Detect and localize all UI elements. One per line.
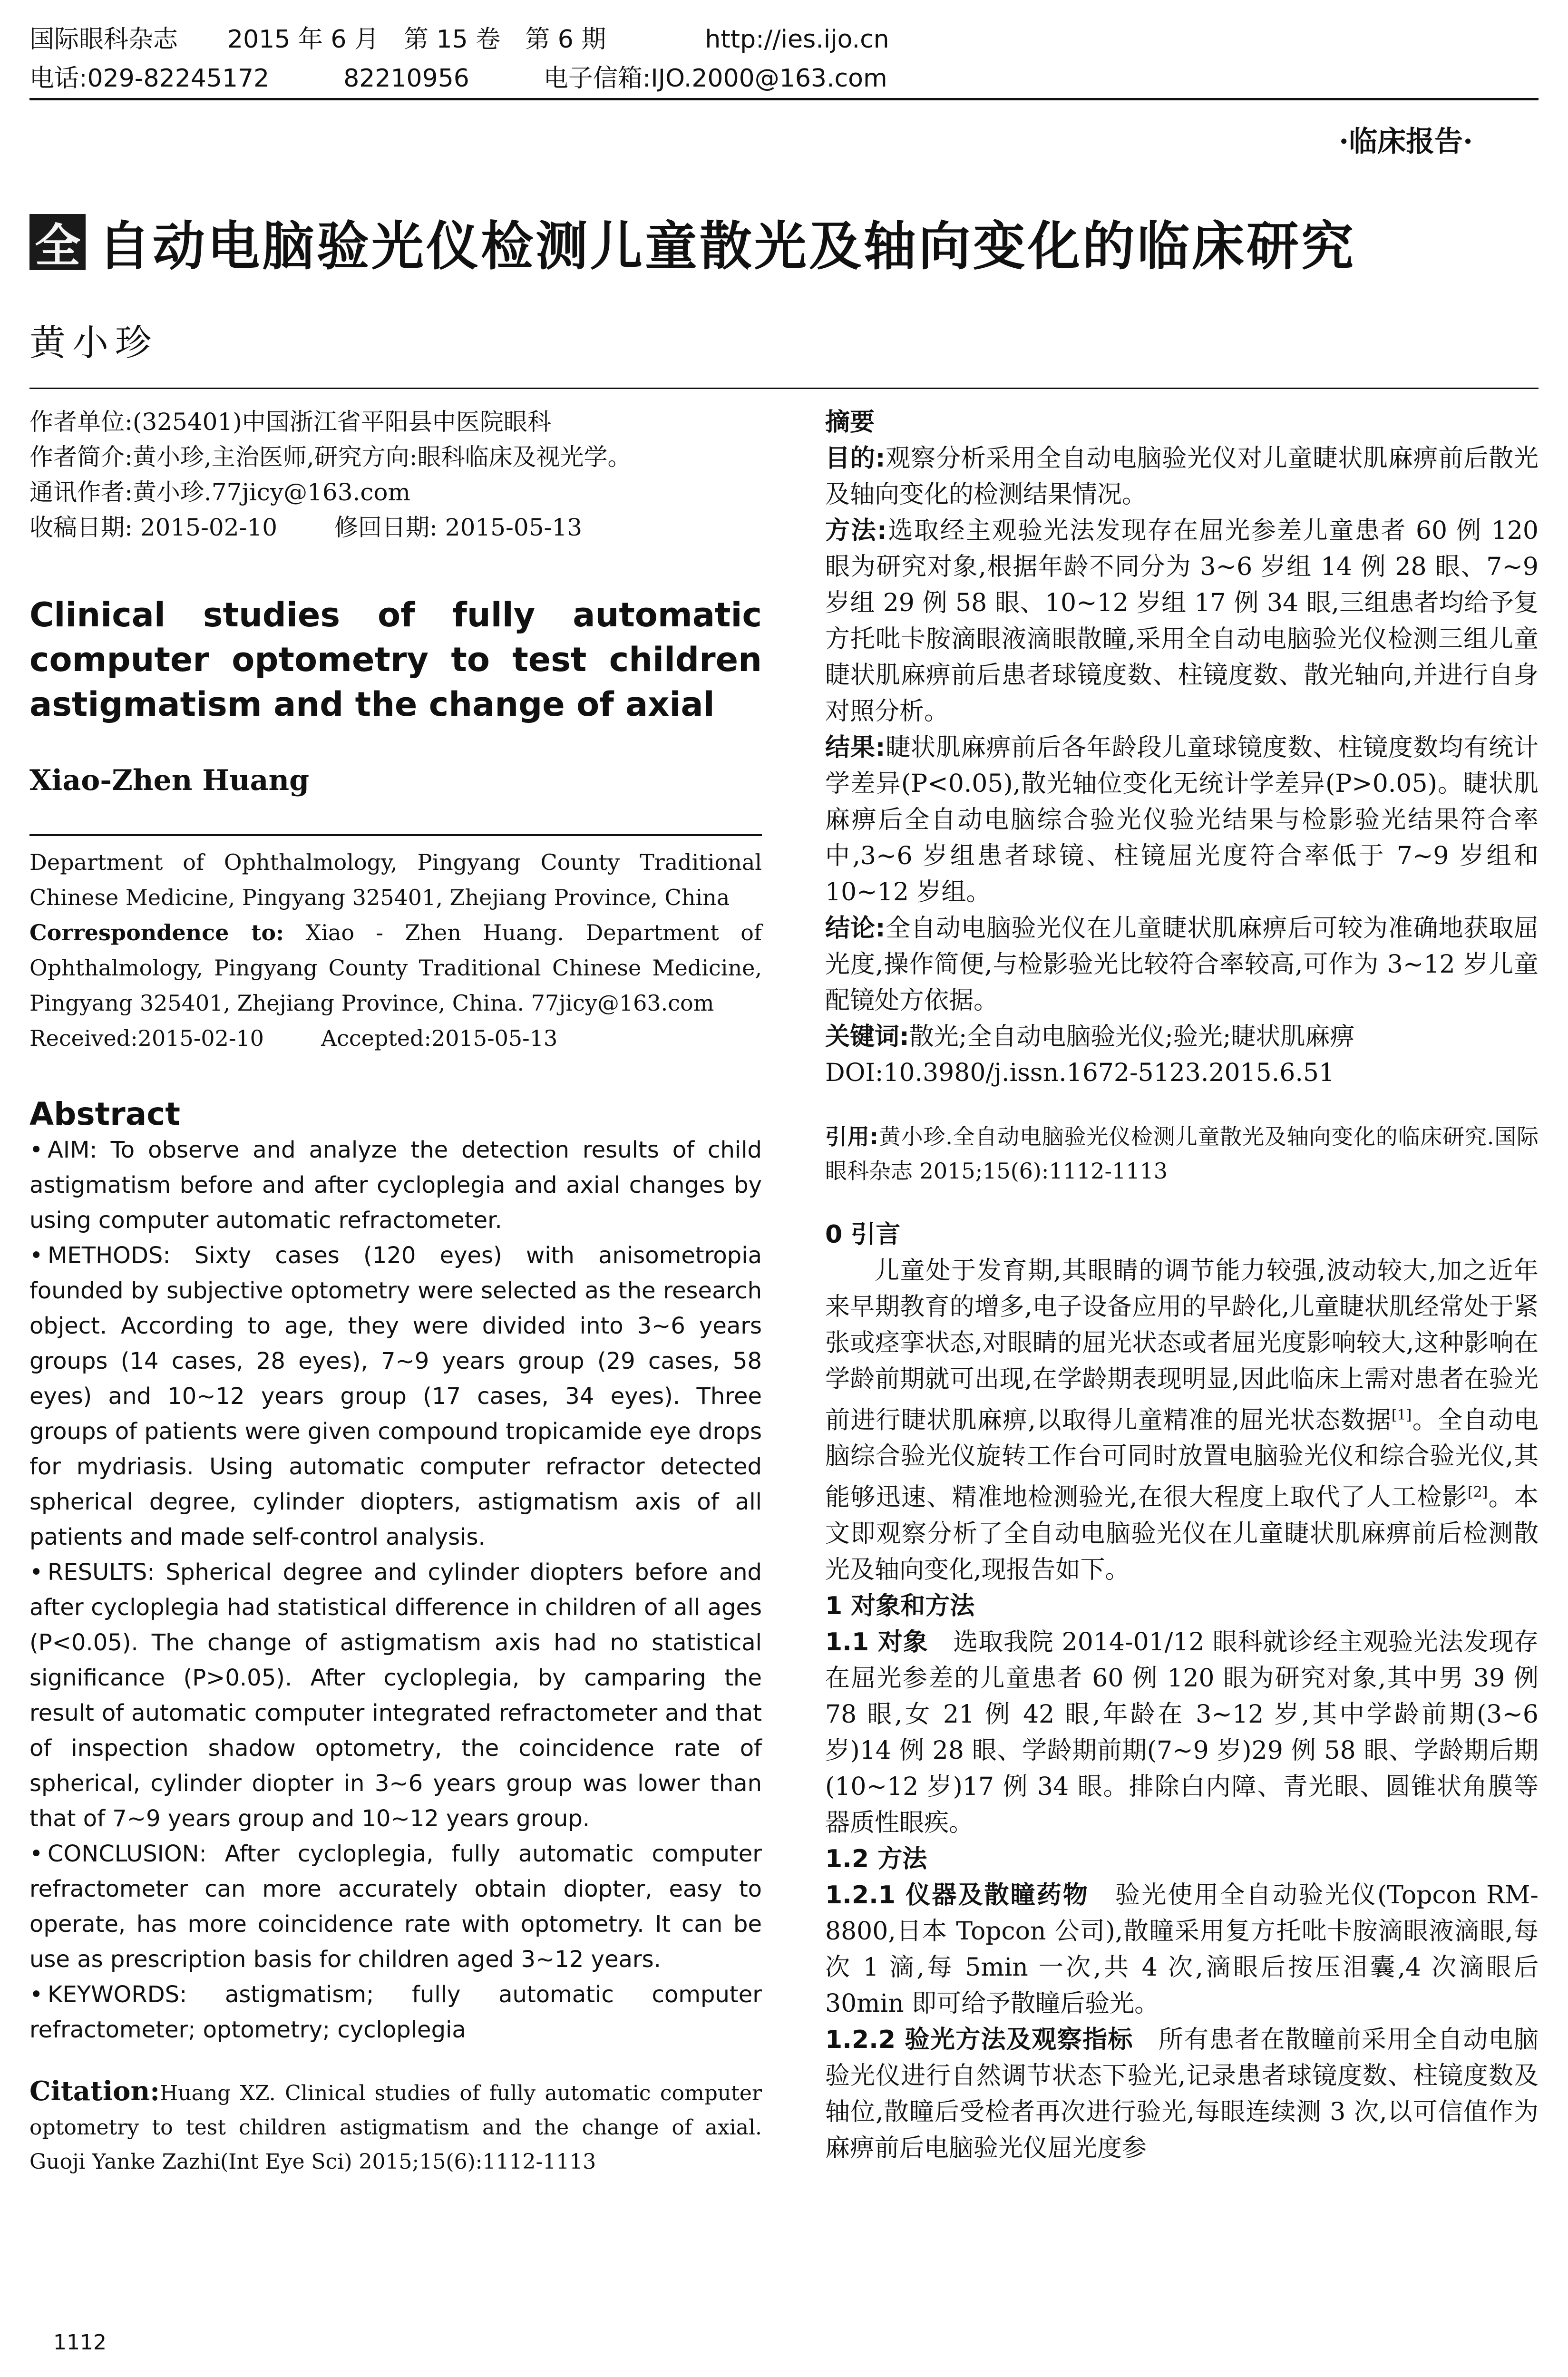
journal-header-line-2: 电话:029-82245172 82210956 电子信箱:IJO.2000@163.com (29, 64, 887, 93)
header-rule (29, 98, 1539, 100)
zh-aim-text: 观察分析采用全自动电脑验光仪对儿童睫状肌麻痹前后散光及轴向变化的检测结果情况。 (825, 444, 1539, 509)
intro-paragraph (825, 1253, 1539, 1588)
abstract-aim-text: AIM: To observe and analyze the detection results of child astigmatism before and after cycloplegia and axial changes by using computer automatic refractometer. (29, 1137, 762, 1234)
section-tag: ·临床报告· (1339, 125, 1473, 158)
correspondence-text: Xiao - Zhen Huang. Department of Ophthalmology, Pingyang County Traditional Chinese Medicine, Pingyang 325401, Zhejiang Province, China. 77jicy@163.com (29, 920, 762, 1016)
correspondence-cn: 通讯作者:黄小珍.77jicy@163.com (29, 478, 410, 506)
zh-abstract-heading: 摘要 (825, 408, 875, 437)
page-number: 1112 (53, 2330, 107, 2355)
author-affiliation: 作者单位:(325401)中国浙江省平阳县中医院眼科 (29, 408, 551, 436)
zh-citation-text: 黄小珍.全自动电脑验光仪检测儿童散光及轴向变化的临床研究.国际眼科杂志 2015;15(6):1112-1113 (825, 1124, 1539, 1184)
zh-methods-label: 方法: (825, 516, 887, 545)
section-1-2-heading: 1.2 方法 (825, 1844, 927, 1873)
section-1-2-2 (825, 2022, 1539, 2166)
section-1-2-1-label: 1.2.1 仪器及散瞳药物 (825, 1880, 1089, 1909)
title-rule (29, 388, 1539, 389)
zh-results-text: 睫状肌麻痹前后各年龄段儿童球镜度数、柱镜度数均有统计学差异(P<0.05),散光轴位变化无统计学差异(P>0.05)。睫状肌麻痹后全自动电脑综合验光仪验光结果与检影验光结果符合率中,3~6 岁组患者球镜、柱镜屈光度符合率低于 7~9 岁组和 10~12 岁组。 (825, 733, 1539, 906)
english-rule (29, 834, 762, 836)
abstract-keywords: • KEYWORDS: astigmatism; fully automatic computer refractometer; optometry; cycloplegia (29, 1981, 762, 2043)
zh-citation-label: 引用: (825, 1124, 878, 1150)
citation-text: Huang XZ. Clinical studies of fully automatic computer optometry to test children astigmatism and the change of axial. Guoji Yanke Zazhi(Int Eye Sci) 2015;15(6):1112-1113 (29, 2081, 762, 2174)
correspondence-label: Correspondence to: (29, 920, 284, 945)
journal-header-line-1: 国际眼科杂志 2015 年 6 月 第 15 卷 第 6 期 http://ies.ijo.cn (29, 25, 889, 54)
methods-heading: 1 对象和方法 (825, 1591, 975, 1620)
abstract-conclusion: • CONCLUSION: After cycloplegia, fully automatic computer refractometer can more accurately obtain diopter, easy to operate, has more coincidence rate with optometry. It can be use as prescription basis for children aged 3~12 years. (29, 1841, 762, 1973)
zh-conclusion-label: 结论: (825, 914, 886, 943)
zh-keywords (825, 1019, 1539, 1055)
section-1-1 (825, 1624, 1539, 1841)
dates-cn (29, 510, 762, 545)
author-name-cn: 黄小珍 (29, 321, 158, 364)
intro-ref-1: [1] (1391, 1407, 1412, 1423)
revised-date-cn: 修回日期: 2015-05-13 (334, 514, 583, 541)
right-column (825, 404, 1539, 2166)
doi: DOI:10.3980/j.issn.1672-5123.2015.6.51 (825, 1059, 1335, 1087)
english-affiliation (29, 845, 762, 1056)
title-text: 自动电脑验光仪检测儿童散光及轴向变化的临床研究 (98, 215, 1356, 277)
section-1-2-2-label: 1.2.2 验光方法及观察指标 (825, 2025, 1133, 2054)
section-1-2-2-text: 所有患者在散瞳前采用全自动电脑验光仪进行自然调节状态下验光,记录患者球镜度数、柱镜度数及轴位,散瞳后受检者再次进行验光,每眼连续测 3 次,以可信值作为麻痹前后电脑验光仪屈光度参 (825, 2025, 1539, 2163)
section-1-2-1 (825, 1877, 1539, 2022)
intro-ref-2: [2] (1467, 1484, 1488, 1501)
zh-conclusion (825, 910, 1539, 1019)
intro-text-3: 。本文即观察分析了全自动电脑验光仪在儿童睫状肌麻痹前后检测散光及轴向变化,现报告如下。 (825, 1483, 1539, 1584)
author-profile: 作者简介:黄小珍,主治医师,研究方向:眼科临床及视光学。 (29, 443, 632, 471)
intro-text-2: 。全自动电脑综合验光仪旋转工作台可同时放置电脑验光仪和综合验光仪,其能够迅速、精准地检测验光,在很大程度上取代了人工检影 (825, 1406, 1539, 1512)
citation (29, 2074, 762, 2179)
citation-label: Citation: (29, 2075, 160, 2107)
zh-results-label: 结果: (825, 733, 886, 762)
article-title (29, 205, 1356, 280)
intro-heading: 0 引言 (825, 1220, 901, 1249)
zh-conclusion-text: 全自动电脑验光仪在儿童睫状肌麻痹后可较为准确地获取屈光度,操作简便,与检影验光比较符合率较高,可作为 3~12 岁儿童配镜处方依据。 (825, 914, 1539, 1015)
abstract-aim: • AIM: To observe and analyze the detection results of child astigmatism before and after cycloplegia and axial changes by using computer automatic refractometer. (29, 1137, 762, 1234)
zh-citation (825, 1120, 1539, 1188)
zh-results (825, 730, 1539, 910)
zh-keywords-label: 关键词: (825, 1023, 909, 1051)
section-1-2-1-text: 验光使用全自动验光仪(Topcon RM-8800,日本 Topcon 公司),散瞳采用复方托吡卡胺滴眼液滴眼,每次 1 滴,每 5min 一次,共 4 次,滴眼后按压泪囊,4 次滴眼后 30min 即可给予散瞳后验光。 (825, 1880, 1539, 2018)
english-author: Xiao-Zhen Huang (29, 764, 310, 797)
abstract-methods: • METHODS: Sixty cases (120 eyes) with anisometropia founded by subjective optometry were selected as the research object. According to age, they were divided into 3~6 years groups (14 cases, 28 eyes), 7~9 years group (29 cases, 58 eyes) and 10~12 years group (17 cases, 34 eyes). Three groups of patients were given compound tropicamide eye drops for mydriasis. Using automatic computer refractor detected spherical degree, cylinder diopters, astigmatism axis of all patients and made self-control analysis. (29, 1242, 762, 1550)
abstract-results-text: RESULTS: Spherical degree and cylinder diopters before and after cycloplegia had statistical difference in children of all ages (P<0.05). The change of astigmatism axis had no statistical significance (P>0.05). After cycloplegia, by camparing the result of automatic computer integrated refractometer and that of inspection shadow optometry, the coincidence rate of spherical, cylinder diopter in 3~6 years group was lower than that of 7~9 years group and 10~12 years group. (29, 1559, 762, 1832)
zh-keywords-text: 散光;全自动电脑验光仪;验光;睫状肌麻痹 (909, 1023, 1355, 1051)
english-title: Clinical studies of fully automatic computer optometry to test children astigmatism and the change of axial (29, 595, 762, 724)
zh-methods-text: 选取经主观验光法发现存在屈光参差儿童患者 60 例 120 眼为研究对象,根据年龄不同分为 3~6 岁组 14 例 28 眼、7~9 岁组 29 例 58 眼、10~12 岁组 17 例 34 眼,三组患者均给予复方托吡卡胺滴眼液滴眼散瞳,采用全自动电脑验光仪检测三组儿童睫状肌麻痹前后患者球镜度数、柱镜度数、散光轴向,并进行自身对照分析。 (825, 516, 1539, 726)
left-column (29, 404, 762, 2179)
section-1-1-text: 选取我院 2014-01/12 眼科就诊经主观验光法发现存在屈光参差的儿童患者 60 例 120 眼为研究对象,其中男 39 例 78 眼,女 21 例 42 眼,年龄在 3~12 岁,其中学龄前期(3~6 岁)14 例 28 眼、学龄期前期(7~9 岁)29 例 58 眼、学龄期后期(10~12 岁)17 例 34 眼。排除白内障、青光眼、圆锥状角膜等器质性眼疾。 (825, 1627, 1539, 1837)
abstract-keywords-text: KEYWORDS: astigmatism; fully automatic computer refractometer; optometry; cycloplegia (29, 1981, 762, 2043)
zh-methods (825, 513, 1539, 730)
title-badge: 全 (29, 214, 86, 270)
abstract-results: • RESULTS: Spherical degree and cylinder diopters before and after cycloplegia had statistical difference in children of all ages (P<0.05). The change of astigmatism axis had no statistical significance (P>0.05). After cycloplegia, by camparing the result of automatic computer integrated refractometer and that of inspection shadow optometry, the coincidence rate of spherical, cylinder diopter in 3~6 years group was lower than that of 7~9 years group and 10~12 years group. (29, 1559, 762, 1832)
section-1-1-label: 1.1 对象 (825, 1627, 928, 1656)
abstract-conclusion-text: CONCLUSION: After cycloplegia, fully automatic computer refractometer can more accurately obtain diopter, easy to operate, has more coincidence rate with optometry. It can be use as prescription basis for children aged 3~12 years. (29, 1841, 762, 1973)
zh-aim (825, 440, 1539, 513)
received-date-cn: 收稿日期: 2015-02-10 (29, 514, 278, 541)
abstract-heading: Abstract (29, 1096, 180, 1132)
received-date-en: Received:2015-02-10 (29, 1025, 264, 1051)
zh-aim-label: 目的: (825, 444, 886, 473)
accepted-date-en: Accepted:2015-05-13 (321, 1025, 558, 1051)
department: Department of Ophthalmology, Pingyang County Traditional Chinese Medicine, Pingyang 325401, Zhejiang Province, China (29, 849, 762, 910)
intro-text-1: 儿童处于发育期,其眼睛的调节能力较强,波动较大,加之近年来早期教育的增多,电子设备应用的早龄化,儿童睫状肌经常处于紧张或痉挛状态,对眼睛的屈光状态或者屈光度影响较大,这种影响在学龄前期就可出现,在学龄期表现明显,因此临床上需对患者在验光前进行睫状肌麻痹,以取得儿童精准的屈光状态数据 (825, 1257, 1539, 1435)
abstract-methods-text: METHODS: Sixty cases (120 eyes) with anisometropia founded by subjective optometry were selected as the research object. According to age, they were divided into 3~6 years groups (14 cases, 28 eyes), 7~9 years group (29 cases, 58 eyes) and 10~12 years group (17 cases, 34 eyes). Three groups of patients were given compound tropicamide eye drops for mydriasis. Using automatic computer refractor detected spherical degree, cylinder diopters, astigmatism axis of all patients and made self-control analysis. (29, 1242, 762, 1550)
